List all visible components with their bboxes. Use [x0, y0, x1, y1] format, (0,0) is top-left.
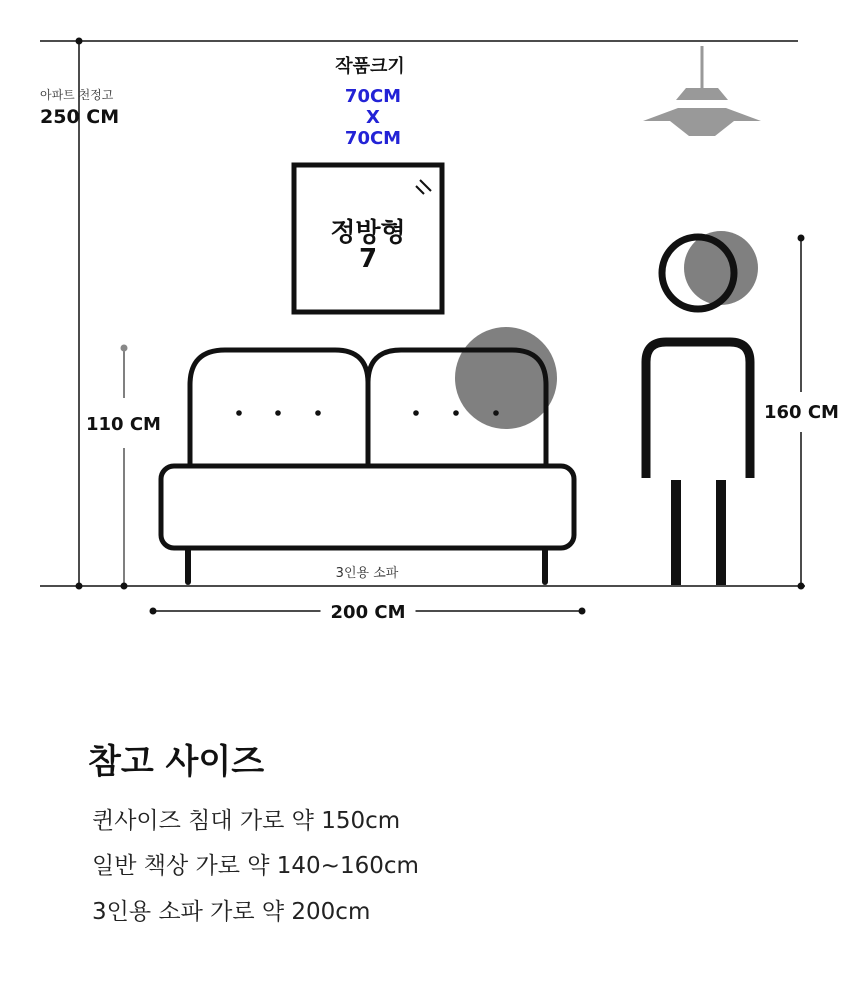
sofa-caption: 3인용 소파	[335, 566, 399, 581]
sofa-height-dimension	[121, 345, 128, 590]
reference-item: 퀸사이즈 침대 가로 약 150cm	[92, 808, 401, 834]
pendant-lamp-icon	[643, 46, 761, 136]
artwork-height: 70CM	[344, 128, 402, 149]
reference-item: 일반 책상 가로 약 140~160cm	[92, 853, 419, 879]
ceiling-height-label: 아파트 천정고	[40, 88, 114, 102]
artwork-name: 정방형	[330, 218, 406, 248]
ceiling-height-value: 250 CM	[40, 106, 120, 128]
artwork-width: 70CM	[344, 86, 402, 107]
person-icon	[646, 231, 758, 585]
person-height-label: 160 CM	[764, 402, 839, 423]
reference-title: 참고 사이즈	[88, 742, 265, 782]
sofa-height-label: 110 CM	[86, 414, 161, 435]
sofa-width-label: 200 CM	[321, 602, 416, 623]
reference-item: 3인용 소파 가로 약 200cm	[92, 899, 371, 925]
artwork-dimension-separator: X	[366, 107, 380, 128]
sofa-icon	[161, 327, 574, 582]
artwork-size-title: 작품크기	[335, 56, 405, 77]
artwork-number: 7	[358, 244, 378, 274]
